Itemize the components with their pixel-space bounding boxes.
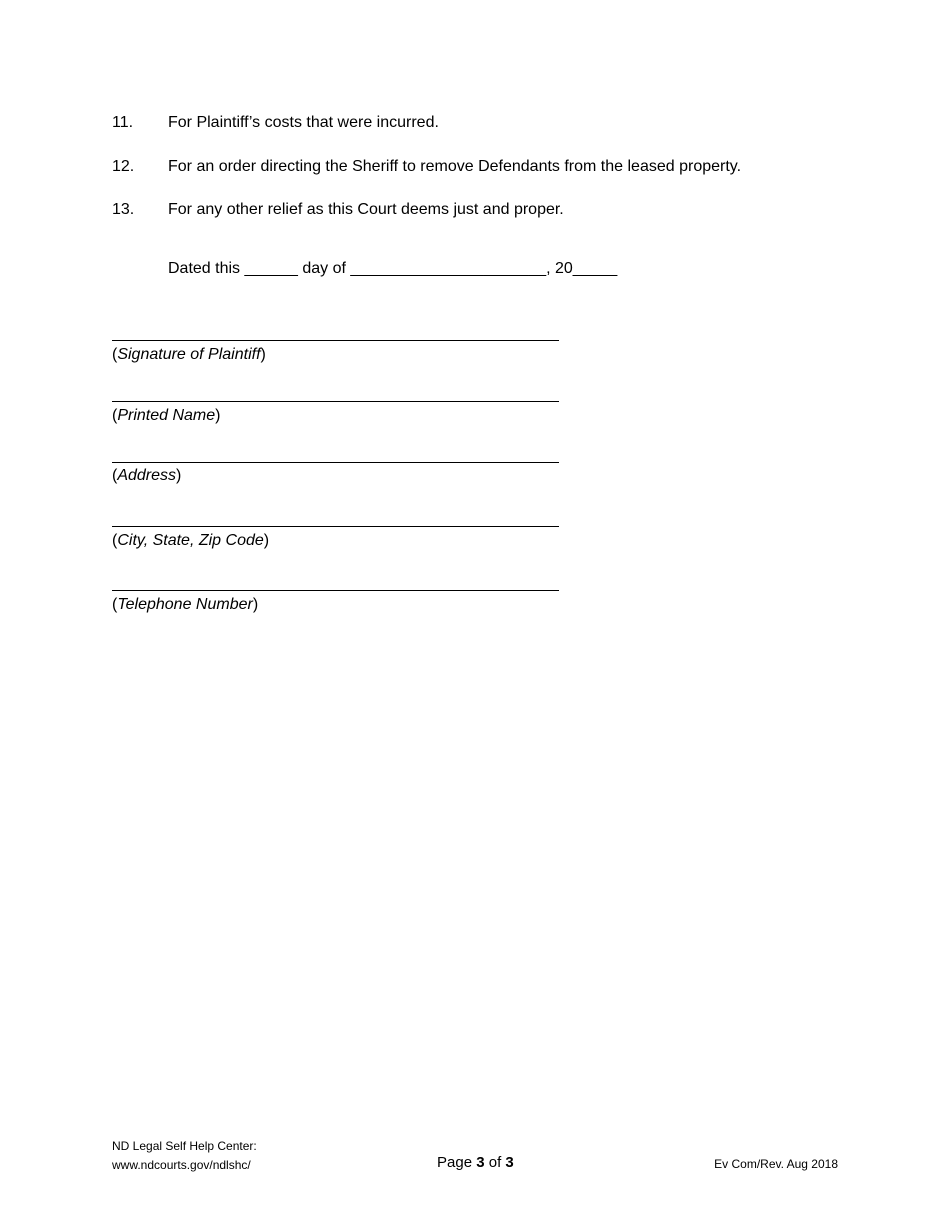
city-state-zip-label-text: City, State, Zip Code [117, 532, 264, 549]
telephone-label-text: Telephone Number [117, 596, 253, 613]
page-current: 3 [476, 1154, 485, 1171]
page-number [437, 1153, 514, 1173]
footer-org-url: www.ndcourts.gov/ndlshc/ [112, 1158, 251, 1172]
address-label-text: Address [117, 467, 177, 484]
printed-name-label: (Printed Name) [112, 407, 221, 424]
address-label: (Address) [112, 467, 182, 484]
printed-name-label-text: Printed Name [117, 407, 216, 424]
footer-org-name: ND Legal Self Help Center: [112, 1139, 257, 1153]
city-state-zip-label: (City, State, Zip Code) [112, 532, 270, 549]
page-of: of [488, 1154, 502, 1171]
dated-line[interactable]: Dated this ______ day of ______________________, 20_____ [168, 260, 618, 277]
revision-label: Ev Com/Rev. Aug 2018 [714, 1157, 838, 1171]
signature-label: (Signature of Plaintiff) [112, 346, 266, 363]
relief-item-text: For an order directing the Sheriff to remove Defendants from the leased property. [168, 158, 742, 175]
relief-item-number: 13. [112, 201, 135, 218]
signature-label-text: Signature of Plaintiff [117, 346, 261, 363]
page-word: Page [437, 1154, 473, 1171]
telephone-label: (Telephone Number) [112, 596, 259, 613]
relief-item-number: 11. [112, 114, 134, 131]
telephone-line[interactable] [112, 590, 559, 591]
printed-name-line[interactable] [112, 401, 559, 402]
signature-line[interactable] [112, 340, 559, 341]
address-line[interactable] [112, 462, 559, 463]
relief-item-text: For Plaintiff’s costs that were incurred. [168, 114, 439, 131]
footer-org [112, 1137, 257, 1175]
relief-item-text: For any other relief as this Court deems just and proper. [168, 201, 564, 218]
city-state-zip-line[interactable] [112, 526, 559, 527]
relief-item-number: 12. [112, 158, 135, 175]
page-total: 3 [505, 1154, 514, 1171]
